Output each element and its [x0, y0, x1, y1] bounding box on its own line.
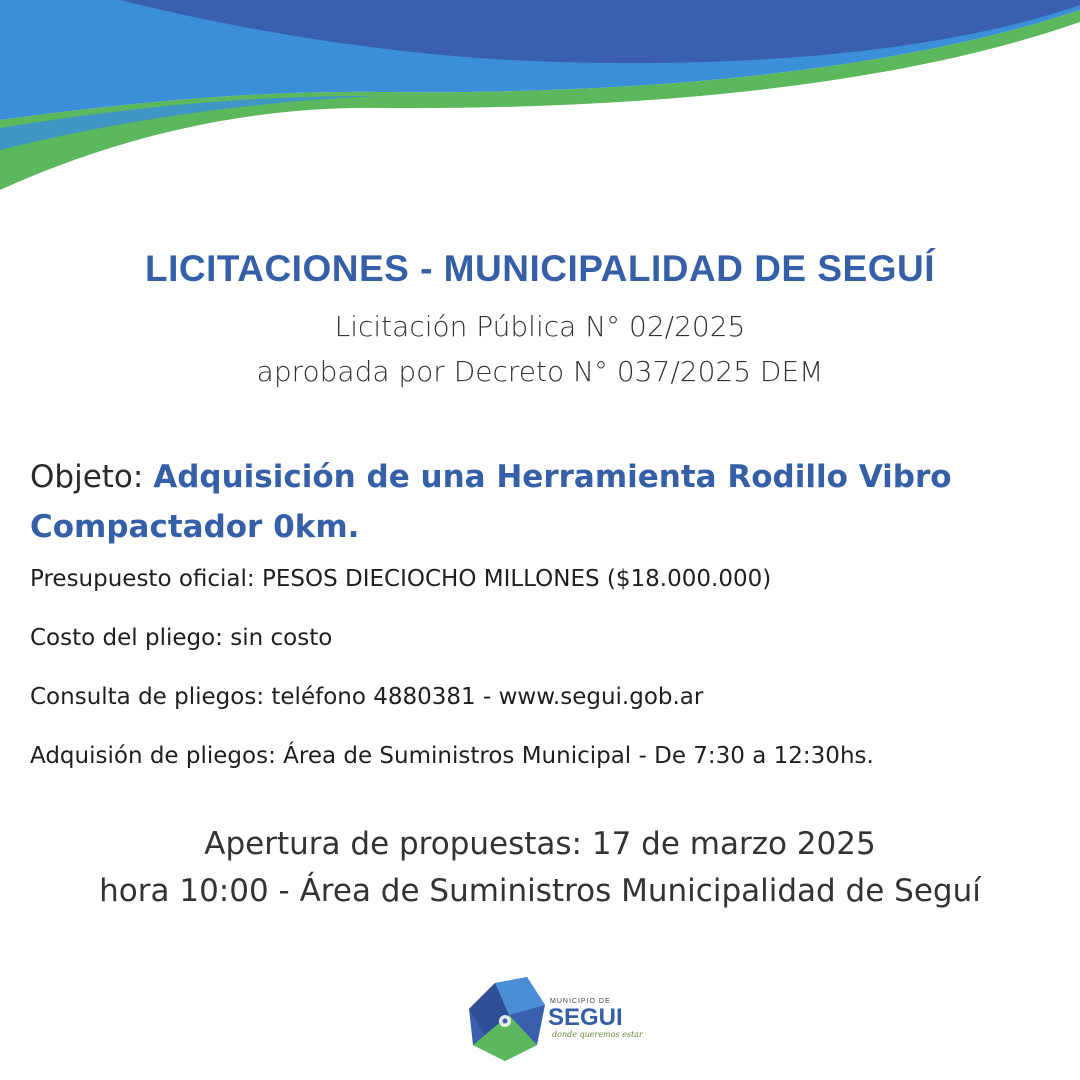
logo-slogan: donde queremos estar	[552, 1030, 643, 1039]
logo-name: SEGUI	[548, 1004, 623, 1031]
detail-consulta: Consulta de pliegos: teléfono 4880381 - www.segui.gob.ar	[30, 684, 704, 710]
apertura-place: hora 10:00 - Área de Suministros Municipalidad de Seguí	[99, 873, 981, 909]
objeto-label: Objeto:	[30, 459, 144, 495]
apertura-date: Apertura de propuestas: 17 de marzo 2025	[204, 826, 876, 862]
page-title: LICITACIONES - MUNICIPALIDAD DE SEGUÍ	[144, 248, 936, 289]
logo-top-text: MUNICIPIO DE	[550, 998, 611, 1005]
objeto-value: Adquisición de una Herramienta Rodillo Vibro Compactador 0km.	[30, 459, 952, 545]
detail-adquisicion: Adquisión de pliegos: Área de Suministros Municipal - De 7:30 a 12:30hs.	[30, 743, 874, 769]
detail-presupuesto: Presupuesto oficial: PESOS DIECIOCHO MILLONES ($18.000.000)	[30, 566, 772, 592]
header-waves	[0, 0, 1080, 200]
objeto-block	[30, 452, 1060, 552]
decree-number: aprobada por Decreto N° 037/2025 DEM	[256, 355, 824, 388]
detail-costo-pliego: Costo del pliego: sin costo	[30, 625, 333, 651]
tender-number: Licitación Pública N° 02/2025	[334, 310, 746, 343]
